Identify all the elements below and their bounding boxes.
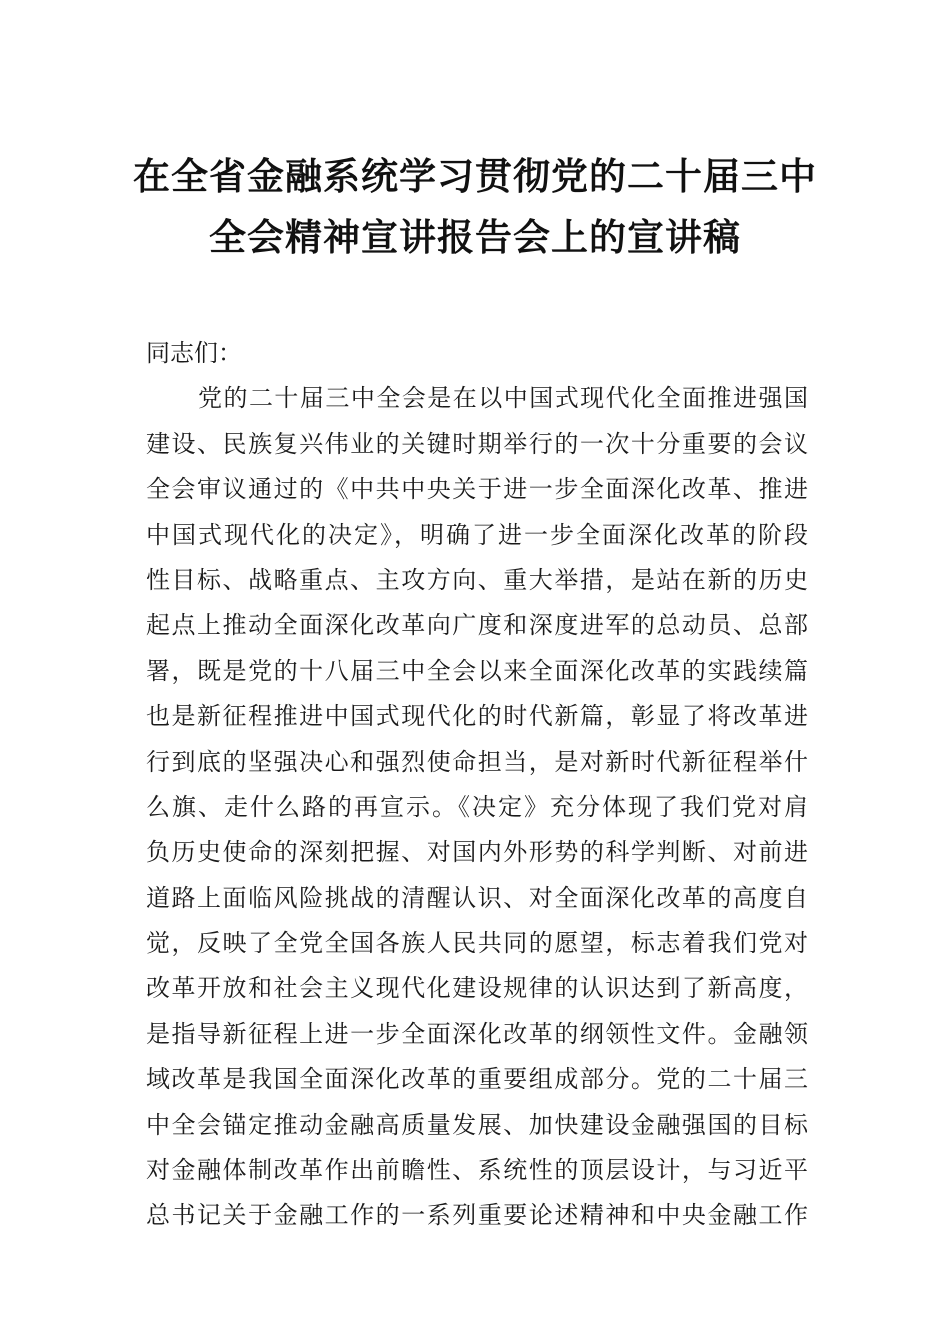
body-line: 党的二十届三中全会是在以中国式现代化全面推进强国 xyxy=(198,384,808,413)
body-line: 性目标、战略重点、主攻方向、重大举措，是站在新的历史 xyxy=(146,565,808,594)
body-line: 起点上推动全面深化改革向广度和深度进军的总动员、总部 xyxy=(146,611,808,640)
title-line-2: 全会精神宣讲报告会上的宣讲稿 xyxy=(209,215,741,259)
body-line: 中国式现代化的决定》，明确了进一步全面深化改革的阶段 xyxy=(146,520,808,549)
body-line: 建设、民族复兴伟业的关键时期举行的一次十分重要的会议 xyxy=(146,429,808,458)
body-line: 道路上面临风险挑战的清醒认识、对全面深化改革的高度自 xyxy=(146,883,808,912)
document-body xyxy=(146,338,808,1246)
body-line: 么旗、走什么路的再宣示。《决定》充分体现了我们党对肩 xyxy=(146,792,808,821)
body-line: 改革开放和社会主义现代化建设规律的认识达到了新高度， xyxy=(146,974,808,1003)
body-line: 觉，反映了全党全国各族人民共同的愿望，标志着我们党对 xyxy=(146,929,808,958)
body-line: 总书记关于金融工作的一系列重要论述精神和中央金融工作 xyxy=(146,1201,808,1230)
greeting: 同志们： xyxy=(146,339,242,367)
body-line: 行到底的坚强决心和强烈使命担当，是对新时代新征程举什 xyxy=(146,747,808,776)
title-line-1: 在全省金融系统学习贯彻党的二十届三中 xyxy=(133,154,817,198)
body-line: 全会审议通过的《中共中央关于进一步全面深化改革、推进 xyxy=(146,475,808,504)
body-line: 是指导新征程上进一步全面深化改革的纲领性文件。金融领 xyxy=(146,1019,808,1048)
body-line: 对金融体制改革作出前瞻性、系统性的顶层设计，与习近平 xyxy=(146,1156,808,1185)
body-line: 中全会锚定推动金融高质量发展、加快建设金融强国的目标 xyxy=(146,1110,808,1139)
body-line: 也是新征程推进中国式现代化的时代新篇，彰显了将改革进 xyxy=(146,702,808,731)
body-line: 域改革是我国全面深化改革的重要组成部分。党的二十届三 xyxy=(146,1065,808,1094)
body-line: 负历史使命的深刻把握、对国内外形势的科学判断、对前进 xyxy=(146,838,808,867)
document-title xyxy=(0,154,950,259)
body-line: 署，既是党的十八届三中全会以来全面深化改革的实践续篇 xyxy=(146,656,808,685)
